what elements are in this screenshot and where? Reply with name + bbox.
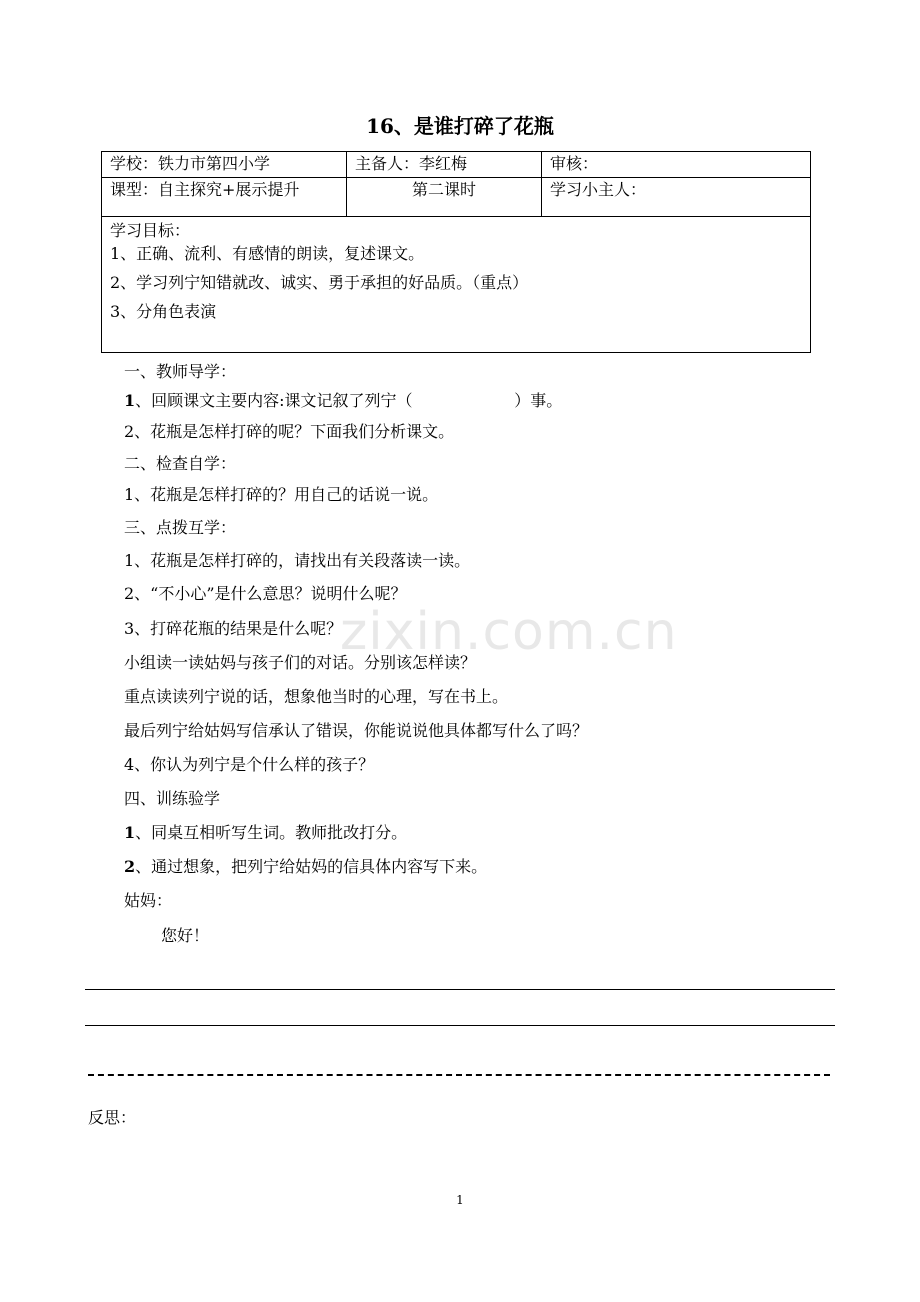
- list-item: 小组读一读姑妈与孩子们的对话。分别该怎样读？: [124, 653, 477, 672]
- page-title: 16、是谁打碎了花瓶: [366, 114, 554, 138]
- item-text: 、通过想象，把列宁给姑妈的信具体内容写下来。: [135, 857, 488, 876]
- writing-line: [85, 989, 835, 990]
- watermark: zixin.com.cn: [340, 602, 678, 662]
- list-item: 最后列宁给姑妈写信承认了错误，你能说说他具体都写什么了吗？: [124, 721, 589, 740]
- item-text: 、同桌互相听写生词。教师批改打分。: [135, 823, 408, 842]
- dashed-separator: [88, 1074, 830, 1076]
- list-item: 1、花瓶是怎样打碎的，请找出有关段落读一读。: [124, 551, 471, 570]
- list-item: [124, 855, 487, 879]
- table-col-divider: [541, 152, 542, 216]
- list-item: 2、“不小心”是什么意思？说明什么呢？: [124, 584, 407, 603]
- study-leader-cell: 学习小主人：: [550, 180, 647, 199]
- item-number: 2: [124, 857, 136, 876]
- list-item: 重点读读列宁说的话，想象他当时的心理，写在书上。: [124, 687, 509, 706]
- list-item: 2、花瓶是怎样打碎的呢？下面我们分析课文。: [124, 422, 455, 441]
- item-number: 1: [124, 391, 136, 410]
- info-table: [101, 151, 811, 353]
- objective-item: 1、正确、流利、有感情的朗读，复述课文。: [110, 244, 425, 263]
- reflection-label: 反思：: [88, 1108, 137, 1127]
- letter-salutation: 姑妈：: [124, 891, 173, 910]
- table-row-divider: [102, 177, 810, 178]
- objective-item: 2、学习列宁知错就改、诚实、勇于承担的好品质。（重点）: [110, 273, 529, 292]
- letter-greeting: 您好！: [161, 926, 210, 945]
- item-number: 1: [124, 823, 136, 842]
- page-number: 1: [456, 1193, 464, 1207]
- school-cell: 学校：铁力市第四小学: [110, 154, 271, 173]
- preparer-cell: 主备人：李红梅: [355, 154, 468, 173]
- lesson-type-cell: 课型：自主探究+展示提升: [110, 180, 300, 199]
- section-heading: 三、点拨互学：: [124, 518, 237, 537]
- lesson-period-cell: 第二课时: [411, 180, 476, 199]
- item-text: 、回顾课文主要内容:课文记叙了列宁（ ）事。: [135, 391, 563, 410]
- section-heading: 四、训练验学: [124, 789, 221, 808]
- reviewer-cell: 审核：: [550, 154, 599, 173]
- list-item: 4、你认为列宁是个什么样的孩子？: [124, 755, 375, 774]
- writing-line: [85, 1025, 835, 1026]
- objective-item: 3、分角色表演: [110, 302, 217, 321]
- list-item: [124, 389, 562, 413]
- table-row-divider: [102, 216, 810, 217]
- objectives-label: 学习目标：: [110, 221, 191, 240]
- list-item: 3、打碎花瓶的结果是什么呢？: [124, 619, 343, 638]
- section-heading: 二、检查自学：: [124, 454, 237, 473]
- section-heading: 一、教师导学：: [124, 362, 237, 381]
- list-item: [124, 821, 407, 845]
- list-item: 1、花瓶是怎样打碎的？用自己的话说一说。: [124, 485, 439, 504]
